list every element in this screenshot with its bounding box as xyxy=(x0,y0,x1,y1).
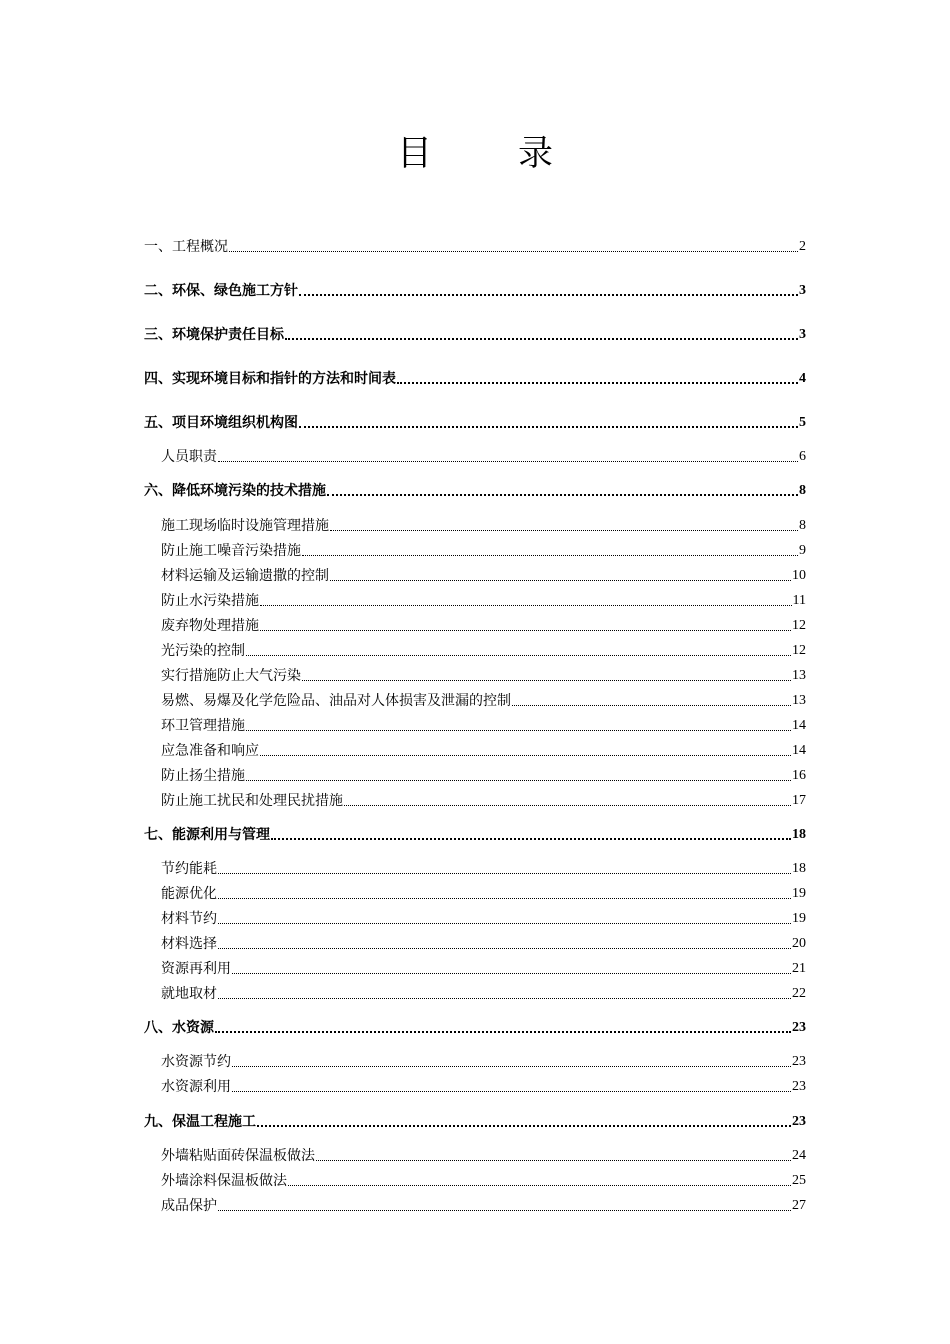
title-char-1: 目 xyxy=(396,134,432,174)
toc-subsection-entry[interactable] xyxy=(161,715,806,735)
toc-dot-leader xyxy=(218,1210,791,1211)
toc-dot-leader xyxy=(271,838,791,840)
toc-page-number: 27 xyxy=(792,1198,806,1213)
toc-entry-label: 环卫管理措施 xyxy=(161,718,245,734)
toc-dot-leader xyxy=(260,755,791,756)
toc-dot-leader xyxy=(246,730,791,731)
toc-section-entry[interactable] xyxy=(144,368,806,388)
toc-page-number: 12 xyxy=(792,618,806,633)
toc-subsection-entry[interactable] xyxy=(161,933,806,953)
toc-section-entry[interactable] xyxy=(144,236,806,256)
toc-subsection-entry[interactable] xyxy=(161,446,806,466)
toc-subsection-entry[interactable] xyxy=(161,1195,806,1215)
title-char-2: 录 xyxy=(518,134,554,174)
toc-entry-label: 二、环保、绿色施工方针 xyxy=(144,283,298,299)
toc-page-number: 5 xyxy=(799,415,806,430)
toc-entry-label: 六、降低环境污染的技术措施 xyxy=(144,483,326,499)
toc-subsection-entry[interactable] xyxy=(161,1170,806,1190)
toc-subsection-entry[interactable] xyxy=(161,765,806,785)
toc-page-number: 22 xyxy=(792,986,806,1001)
toc-subsection-entry[interactable] xyxy=(161,640,806,660)
toc-page-number: 14 xyxy=(792,743,806,758)
toc-page-number: 19 xyxy=(792,911,806,926)
toc-dot-leader xyxy=(316,1160,791,1161)
toc-subsection-entry[interactable] xyxy=(161,690,806,710)
toc-page-number: 8 xyxy=(799,518,806,533)
toc-page-number: 18 xyxy=(792,827,806,842)
toc-page-number: 13 xyxy=(792,668,806,683)
toc-entry-label: 材料节约 xyxy=(161,911,217,927)
toc-dot-leader xyxy=(218,948,791,949)
toc-entry-label: 人员职责 xyxy=(161,449,217,465)
toc-dot-leader xyxy=(218,998,791,999)
toc-entry-label: 防止水污染措施 xyxy=(161,593,259,609)
toc-page-number: 16 xyxy=(792,768,806,783)
toc-page-number: 11 xyxy=(792,593,806,608)
toc-page-number: 25 xyxy=(792,1173,806,1188)
toc-subsection-entry[interactable] xyxy=(161,1076,806,1096)
toc-dot-leader xyxy=(302,555,798,556)
toc-entry-label: 材料运输及运输遗撒的控制 xyxy=(161,568,329,584)
toc-entry-label: 就地取材 xyxy=(161,986,217,1002)
toc-subsection-entry[interactable] xyxy=(161,590,806,610)
toc-page-number: 18 xyxy=(792,861,806,876)
toc-dot-leader xyxy=(229,251,798,252)
toc-entry-label: 应急准备和响应 xyxy=(161,743,259,759)
toc-subsection-entry[interactable] xyxy=(161,858,806,878)
toc-dot-leader xyxy=(246,780,791,781)
toc-dot-leader xyxy=(260,630,791,631)
toc-dot-leader xyxy=(218,461,798,462)
toc-page-number: 20 xyxy=(792,936,806,951)
toc-entry-label: 光污染的控制 xyxy=(161,643,245,659)
toc-page-number: 6 xyxy=(799,449,806,464)
toc-entry-label: 外墙粘贴面砖保温板做法 xyxy=(161,1148,315,1164)
toc-page-number: 24 xyxy=(792,1148,806,1163)
toc-dot-leader xyxy=(218,898,791,899)
toc-entry-label: 八、水资源 xyxy=(144,1020,214,1036)
toc-entry-label: 节约能耗 xyxy=(161,861,217,877)
toc-subsection-entry[interactable] xyxy=(161,958,806,978)
toc-page-number: 14 xyxy=(792,718,806,733)
toc-dot-leader xyxy=(215,1031,791,1033)
toc-page-number: 13 xyxy=(792,693,806,708)
toc-section-entry[interactable] xyxy=(144,1111,806,1131)
toc-dot-leader xyxy=(327,494,798,496)
toc-entry-label: 水资源利用 xyxy=(161,1079,231,1095)
toc-dot-leader xyxy=(260,605,792,606)
toc-entry-label: 防止施工扰民和处理民扰措施 xyxy=(161,793,343,809)
toc-dot-leader xyxy=(330,580,791,581)
toc-dot-leader xyxy=(299,426,798,428)
toc-page-number: 9 xyxy=(799,543,806,558)
page-title xyxy=(0,126,950,176)
toc-dot-leader xyxy=(285,338,798,340)
toc-subsection-entry[interactable] xyxy=(161,1145,806,1165)
toc-section-entry[interactable] xyxy=(144,280,806,300)
toc-entry-label: 五、项目环境组织机构图 xyxy=(144,415,298,431)
toc-entry-label: 防止扬尘措施 xyxy=(161,768,245,784)
toc-page-number: 21 xyxy=(792,961,806,976)
toc-subsection-entry[interactable] xyxy=(161,615,806,635)
toc-page-number: 23 xyxy=(792,1114,806,1129)
toc-dot-leader xyxy=(232,973,791,974)
toc-entry-label: 实行措施防止大气污染 xyxy=(161,668,301,684)
toc-subsection-entry[interactable] xyxy=(161,908,806,928)
toc-page-number: 4 xyxy=(799,371,806,386)
toc-dot-leader xyxy=(302,680,791,681)
toc-entry-label: 防止施工噪音污染措施 xyxy=(161,543,301,559)
toc-subsection-entry[interactable] xyxy=(161,565,806,585)
toc-subsection-entry[interactable] xyxy=(161,790,806,810)
toc-dot-leader xyxy=(246,655,791,656)
toc-section-entry[interactable] xyxy=(144,324,806,344)
toc-dot-leader xyxy=(330,530,798,531)
toc-page-number: 23 xyxy=(792,1020,806,1035)
toc-page-number: 12 xyxy=(792,643,806,658)
toc-dot-leader xyxy=(218,923,791,924)
toc-dot-leader xyxy=(344,805,791,806)
toc-subsection-entry[interactable] xyxy=(161,665,806,685)
toc-entry-label: 水资源节约 xyxy=(161,1054,231,1070)
toc-entry-label: 废弃物处理措施 xyxy=(161,618,259,634)
toc-page-number: 23 xyxy=(792,1079,806,1094)
toc-page-number: 3 xyxy=(799,283,806,298)
toc-entry-label: 四、实现环境目标和指针的方法和时间表 xyxy=(144,371,396,387)
toc-page-number: 8 xyxy=(799,483,806,498)
toc-entry-label: 一、工程概况 xyxy=(144,239,228,255)
toc-section-entry[interactable] xyxy=(144,1017,806,1037)
toc-entry-label: 资源再利用 xyxy=(161,961,231,977)
toc-entry-label: 外墙涂料保温板做法 xyxy=(161,1173,287,1189)
toc-dot-leader xyxy=(232,1066,791,1067)
toc-dot-leader xyxy=(257,1125,791,1127)
toc-page-number: 19 xyxy=(792,886,806,901)
toc-page-number: 23 xyxy=(792,1054,806,1069)
toc-dot-leader xyxy=(397,382,798,384)
toc-entry-label: 成品保护 xyxy=(161,1198,217,1214)
toc-dot-leader xyxy=(299,294,798,296)
toc-subsection-entry[interactable] xyxy=(161,983,806,1003)
toc-subsection-entry[interactable] xyxy=(161,883,806,903)
toc-subsection-entry[interactable] xyxy=(161,540,806,560)
toc-entry-label: 材料选择 xyxy=(161,936,217,952)
toc-entry-label: 七、能源利用与管理 xyxy=(144,827,270,843)
toc-entry-label: 能源优化 xyxy=(161,886,217,902)
toc-subsection-entry[interactable] xyxy=(161,1051,806,1071)
toc-page-number: 17 xyxy=(792,793,806,808)
toc-section-entry[interactable] xyxy=(144,412,806,432)
toc-dot-leader xyxy=(288,1185,791,1186)
toc-page-number: 2 xyxy=(799,239,806,254)
toc-entry-label: 三、环境保护责任目标 xyxy=(144,327,284,343)
toc-section-entry[interactable] xyxy=(144,824,806,844)
toc-page-number: 3 xyxy=(799,327,806,342)
toc-dot-leader xyxy=(512,705,791,706)
toc-section-entry[interactable] xyxy=(144,480,806,500)
toc-entry-label: 九、保温工程施工 xyxy=(144,1114,256,1130)
toc-subsection-entry[interactable] xyxy=(161,740,806,760)
toc-dot-leader xyxy=(218,873,791,874)
toc-subsection-entry[interactable] xyxy=(161,515,806,535)
toc-entry-label: 施工现场临时设施管理措施 xyxy=(161,518,329,534)
toc-entry-label: 易燃、易爆及化学危险品、油品对人体损害及泄漏的控制 xyxy=(161,693,511,709)
toc-dot-leader xyxy=(232,1091,791,1092)
toc-page-number: 10 xyxy=(792,568,806,583)
